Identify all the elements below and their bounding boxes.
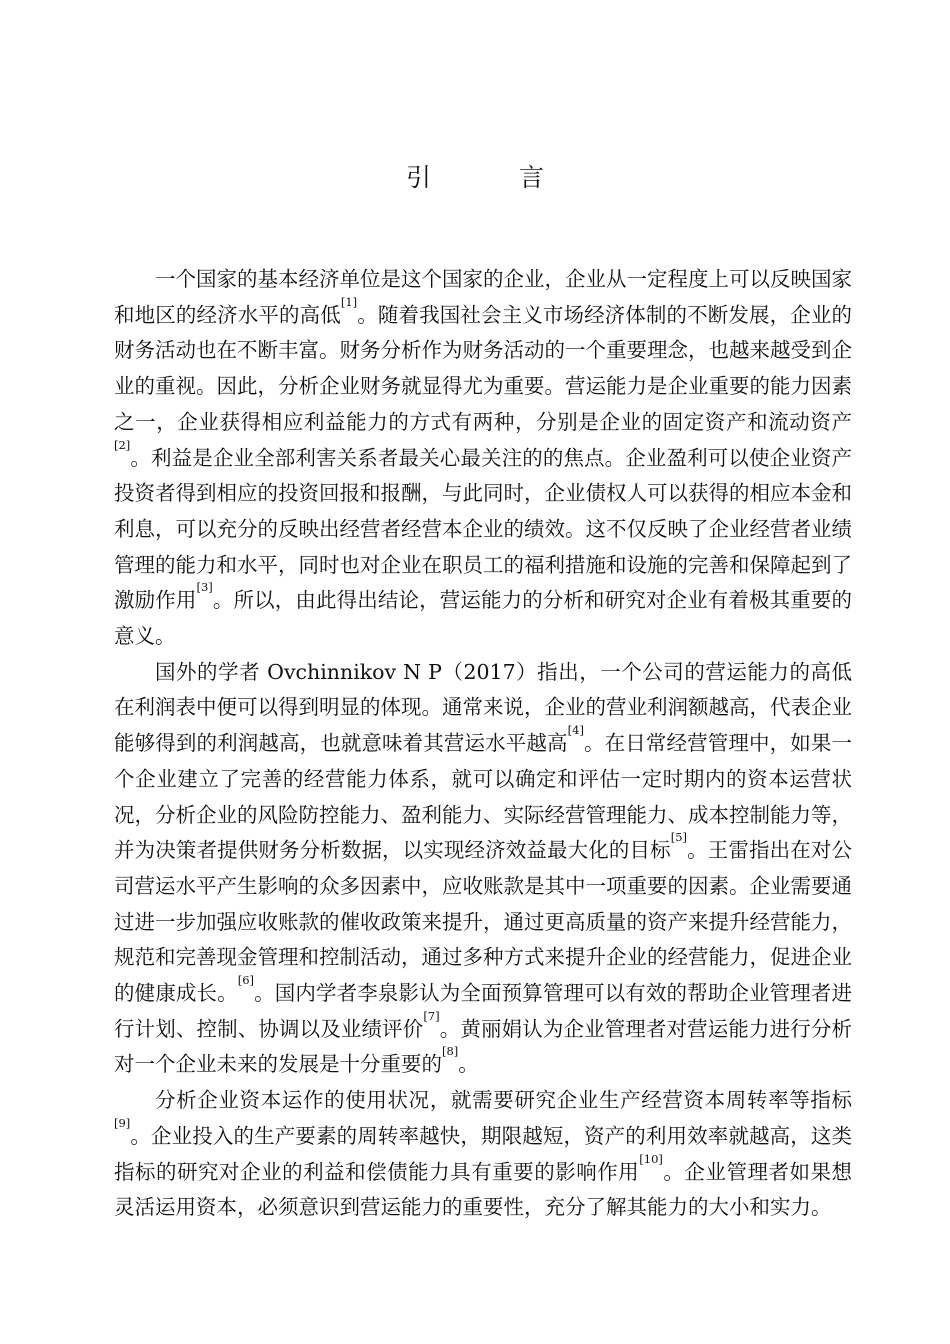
paragraph-text: 。王雷指出在对公司营运水平产生影响的众多因素中，应收账款是其中一项重要的因素。企业需要通过进一步加强应收账款的催收政策来提升，通过更高质量的资产来提升经营能力，规范和完善现金管理和控制活动，通过多种方式来提升企业的经营能力，促进企业的健康成长。 (114, 838, 853, 1006)
paragraph-2 (114, 655, 852, 1083)
citation-ref: [9] (114, 1115, 131, 1130)
citation-ref: [3] (196, 580, 213, 595)
paragraph-text: 。随着我国社会主义市场经济体制的不断发展，企业的财务活动也在不断丰富。财务分析作为财务活动的一个重要理念，也越来越受到企业的重视。因此，分析企业财务就显得尤为重要。营运能力是企业重要的能力因素之一，企业获得相应利益能力的方式有两种，分别是企业的固定资产和流动资产 (114, 302, 853, 434)
citation-ref: [2] (114, 437, 131, 452)
citation-ref: [10] (639, 1151, 663, 1166)
citation-ref: [1] (340, 294, 358, 309)
paragraph-text: 。所以，由此得出结论，营运能力的分析和研究对企业有着极其重要的意义。 (114, 588, 853, 649)
citation-ref: [4] (567, 723, 584, 738)
citation-ref: [6] (237, 973, 255, 988)
paragraph-1 (114, 262, 852, 655)
paragraph-text: 。 (458, 1052, 479, 1077)
paragraph-text: 。在日常经营管理中，如果一个企业建立了完善的经营能力体系，就可以确定和评估一定时期内的资本运营状况，分析企业的风险防控能力、盈利能力、实际经营管理能力、成本控制能力等，并为决策者提供财务分析数据，以实现经济效益最大化的目标 (114, 731, 852, 863)
paragraph-text: 。黄丽娟认为企业管理者对营运能力进行分析对一个企业未来的发展是十分重要的 (114, 1016, 853, 1077)
paragraph-text: 。企业管理者如果想灵活运用资本，必须意识到营运能力的重要性，充分了解其能力的大小和实力。 (114, 1159, 853, 1220)
paragraph-text: 国外的学者 Ovchinnikov N P（2017）指出，一个公司的营运能力的高低在利润表中便可以得到明显的体现。通常来说，企业的营业利润额越高，代表企业能够得到的利润越高，也就意味着其营运水平越高 (114, 659, 852, 756)
citation-ref: [5] (670, 830, 688, 845)
page-title: 引 言 (406, 163, 584, 192)
paragraph-text: 一个国家的基本经济单位是这个国家的企业，企业从一定程度上可以反映国家和地区的经济水平的高低 (114, 267, 852, 327)
paragraph-text: 。国内学者李泉影认为全面预算管理可以有效的帮助企业管理者进行计划、控制、协调以及业绩评价 (114, 981, 853, 1041)
paragraph-3 (114, 1083, 852, 1226)
paragraph-text: 。企业投入的生产要素的周转率越快，期限越短，资产的利用效率就越高，这类指标的研究对企业的利益和偿债能力具有重要的影响作用 (114, 1123, 852, 1184)
citation-ref: [7] (423, 1008, 440, 1023)
paragraph-text: 分析企业资本运作的使用状况，就需要研究企业生产经营资本周转率等指标 (155, 1088, 852, 1113)
citation-ref: [8] (442, 1044, 459, 1059)
paragraph-text: 。利益是企业全部利害关系者最关心最关注的的焦点。企业盈利可以使企业资产投资者得到相应的投资回报和报酬，与此同时，企业债权人可以获得的相应本金和利息，可以充分的反映出经营者经营本企业的绩效。这不仅反映了企业经营者业绩管理的能力和水平，同时也对企业在职员工的福利措施和设施的完善和保障起到了激励作用 (114, 445, 852, 613)
body-text (114, 262, 852, 1226)
